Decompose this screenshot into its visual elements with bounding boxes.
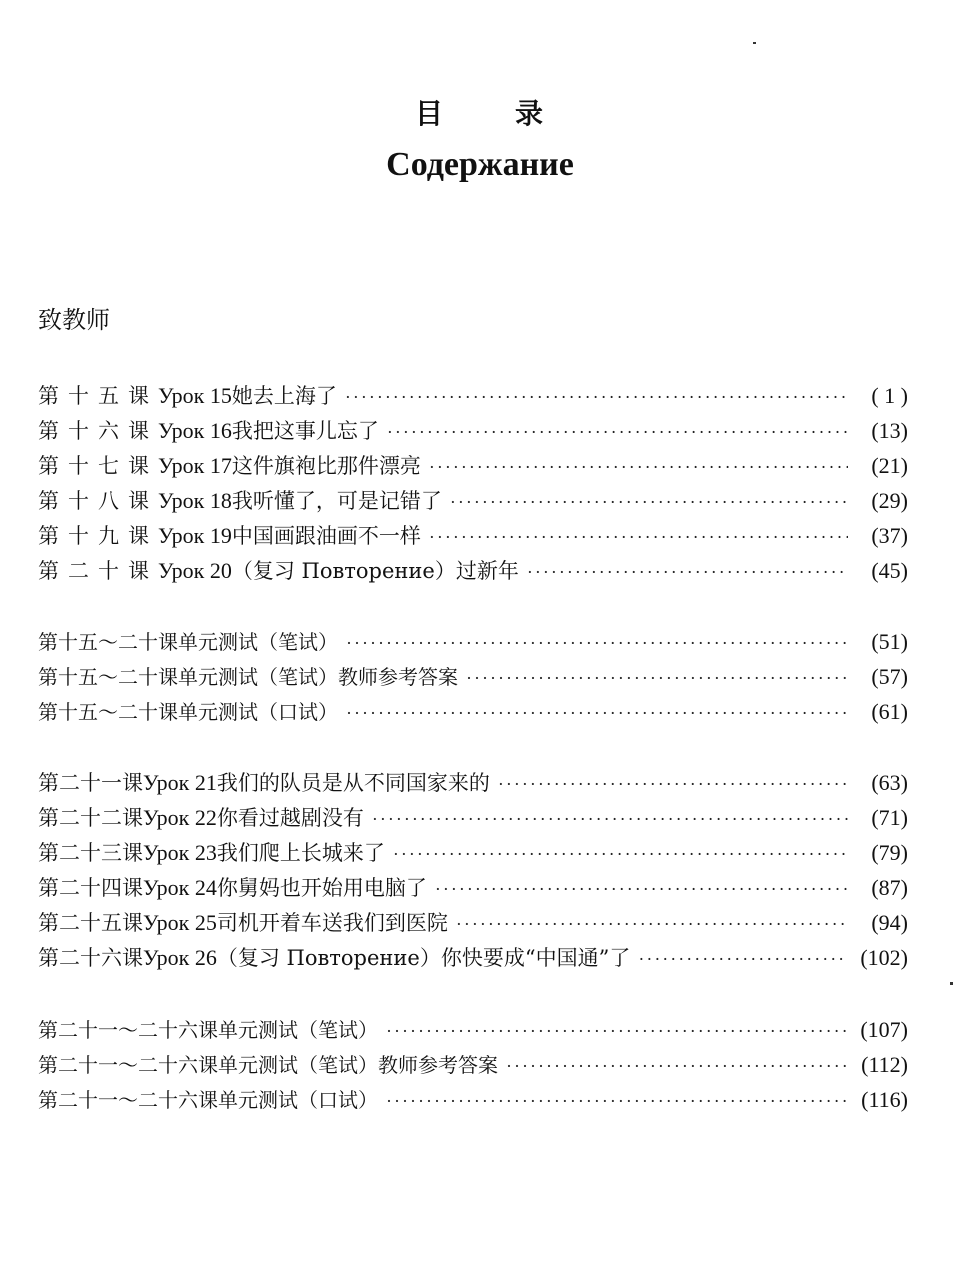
urok-label: Урок 23 bbox=[143, 840, 217, 865]
lesson-title: 她去上海了 bbox=[231, 384, 337, 408]
toc-row[interactable] bbox=[38, 1084, 908, 1119]
leader-dots bbox=[429, 457, 848, 478]
urok-label: Урок 15 bbox=[158, 383, 232, 408]
leader-dots bbox=[372, 809, 848, 830]
toc-row[interactable] bbox=[38, 837, 908, 872]
lesson-title: 我们的队员是从不同国家来的 bbox=[216, 771, 490, 795]
lesson-number: 第二十课 bbox=[38, 559, 158, 583]
toc-row[interactable] bbox=[38, 907, 908, 942]
scan-speck bbox=[950, 982, 953, 985]
lesson-number: 第二十六课 bbox=[38, 946, 143, 970]
leader-dots bbox=[638, 949, 848, 970]
toc-row[interactable] bbox=[38, 485, 908, 520]
urok-label: Урок 17 bbox=[158, 453, 232, 478]
leader-dots bbox=[450, 492, 848, 513]
lesson-number: 第二十一课 bbox=[38, 771, 143, 795]
test-title: 第二十一～二十六课单元测试（笔试）教师参考答案 bbox=[38, 1053, 498, 1077]
page-number: (112) bbox=[861, 1052, 908, 1077]
test-title: 第二十一～二十六课单元测试（笔试） bbox=[38, 1018, 378, 1042]
page-number: (102) bbox=[860, 945, 908, 970]
title-char: 目 bbox=[414, 97, 445, 130]
page-number: ( 1 ) bbox=[871, 383, 908, 408]
toc-row[interactable] bbox=[38, 872, 908, 907]
leader-dots bbox=[466, 668, 848, 689]
lesson-number: 第二十二课 bbox=[38, 806, 143, 830]
test-title: 第十五～二十课单元测试（笔试）教师参考答案 bbox=[38, 665, 458, 689]
leader-dots bbox=[498, 774, 848, 795]
page-number: (29) bbox=[871, 488, 908, 513]
page-number: (107) bbox=[860, 1017, 908, 1042]
page-number: (21) bbox=[871, 453, 908, 478]
leader-dots bbox=[345, 387, 848, 408]
toc-row[interactable] bbox=[38, 450, 908, 485]
urok-label: Урок 18 bbox=[158, 488, 232, 513]
lesson-title: （复习 Повторение）过新年 bbox=[231, 559, 519, 583]
lesson-title: 司机开着车送我们到医院 bbox=[216, 911, 448, 935]
lesson-number: 第二十五课 bbox=[38, 911, 143, 935]
toc-row[interactable] bbox=[38, 696, 908, 731]
lesson-number: 第十六课 bbox=[38, 419, 158, 443]
lesson-number: 第十七课 bbox=[38, 454, 158, 478]
urok-label: Урок 19 bbox=[158, 523, 232, 548]
toc-row[interactable] bbox=[38, 661, 908, 696]
toc-section-tests-21-26 bbox=[38, 1014, 908, 1119]
toc-section-tests-15-20 bbox=[38, 626, 908, 731]
lesson-title: 中国画跟油画不一样 bbox=[231, 524, 421, 548]
lesson-number: 第二十四课 bbox=[38, 876, 143, 900]
page-number: (79) bbox=[871, 840, 908, 865]
lesson-title: 你舅妈也开始用电脑了 bbox=[216, 876, 427, 900]
toc-section-lessons-15-20 bbox=[38, 380, 908, 590]
page-number: (45) bbox=[871, 558, 908, 583]
page-number: (116) bbox=[861, 1087, 908, 1112]
toc-row[interactable] bbox=[38, 520, 908, 555]
toc-row[interactable] bbox=[38, 555, 908, 590]
toc-row[interactable] bbox=[38, 1049, 908, 1084]
leader-dots bbox=[393, 844, 848, 865]
lesson-number: 第十九课 bbox=[38, 524, 158, 548]
page-title-russian: Содержание bbox=[386, 146, 574, 183]
lesson-title: 你看过越剧没有 bbox=[216, 806, 364, 830]
lesson-title: 我把这事儿忘了 bbox=[231, 419, 379, 443]
lesson-title: 这件旗袍比那件漂亮 bbox=[231, 454, 421, 478]
toc-entry-preface[interactable]: 致教师 bbox=[38, 306, 110, 334]
page-number: (94) bbox=[871, 910, 908, 935]
toc-row[interactable] bbox=[38, 1014, 908, 1049]
page-number: (87) bbox=[871, 875, 908, 900]
leader-dots bbox=[386, 1091, 848, 1112]
leader-dots bbox=[387, 422, 848, 443]
scan-speck bbox=[753, 42, 756, 44]
page-number: (71) bbox=[871, 805, 908, 830]
urok-label: Урок 26 bbox=[143, 945, 217, 970]
urok-label: Урок 21 bbox=[143, 770, 217, 795]
toc-section-lessons-21-26 bbox=[38, 767, 908, 977]
leader-dots bbox=[346, 703, 848, 724]
test-title: 第十五～二十课单元测试（口试） bbox=[38, 700, 338, 724]
toc-row[interactable] bbox=[38, 767, 908, 802]
page-number: (63) bbox=[871, 770, 908, 795]
leader-dots bbox=[346, 633, 848, 654]
page-number: (61) bbox=[871, 699, 908, 724]
toc-row[interactable] bbox=[38, 802, 908, 837]
lesson-title: 我听懂了，可是记错了 bbox=[231, 489, 442, 513]
page-number: (37) bbox=[871, 523, 908, 548]
lesson-number: 第二十三课 bbox=[38, 841, 143, 865]
leader-dots bbox=[386, 1021, 848, 1042]
urok-label: Урок 20 bbox=[158, 558, 232, 583]
urok-label: Урок 25 bbox=[143, 910, 217, 935]
leader-dots bbox=[429, 527, 848, 548]
test-title: 第十五～二十课单元测试（笔试） bbox=[38, 630, 338, 654]
page-number: (57) bbox=[871, 664, 908, 689]
leader-dots bbox=[435, 879, 848, 900]
lesson-number: 第十八课 bbox=[38, 489, 158, 513]
title-char: 录 bbox=[515, 97, 546, 130]
leader-dots bbox=[527, 562, 848, 583]
toc-row[interactable] bbox=[38, 942, 908, 977]
lesson-title: （复习 Повторение）你快要成“中国通”了 bbox=[216, 946, 631, 970]
urok-label: Урок 22 bbox=[143, 805, 217, 830]
leader-dots bbox=[506, 1056, 848, 1077]
lesson-number: 第十五课 bbox=[38, 384, 158, 408]
toc-row[interactable] bbox=[38, 626, 908, 661]
lesson-title: 我们爬上长城来了 bbox=[216, 841, 385, 865]
urok-label: Урок 16 bbox=[158, 418, 232, 443]
page-title-chinese bbox=[0, 92, 960, 132]
toc-row[interactable] bbox=[38, 415, 908, 450]
test-title: 第二十一～二十六课单元测试（口试） bbox=[38, 1088, 378, 1112]
toc-row[interactable] bbox=[38, 380, 908, 415]
page-number: (13) bbox=[871, 418, 908, 443]
urok-label: Урок 24 bbox=[143, 875, 217, 900]
leader-dots bbox=[456, 914, 848, 935]
page-number: (51) bbox=[871, 629, 908, 654]
